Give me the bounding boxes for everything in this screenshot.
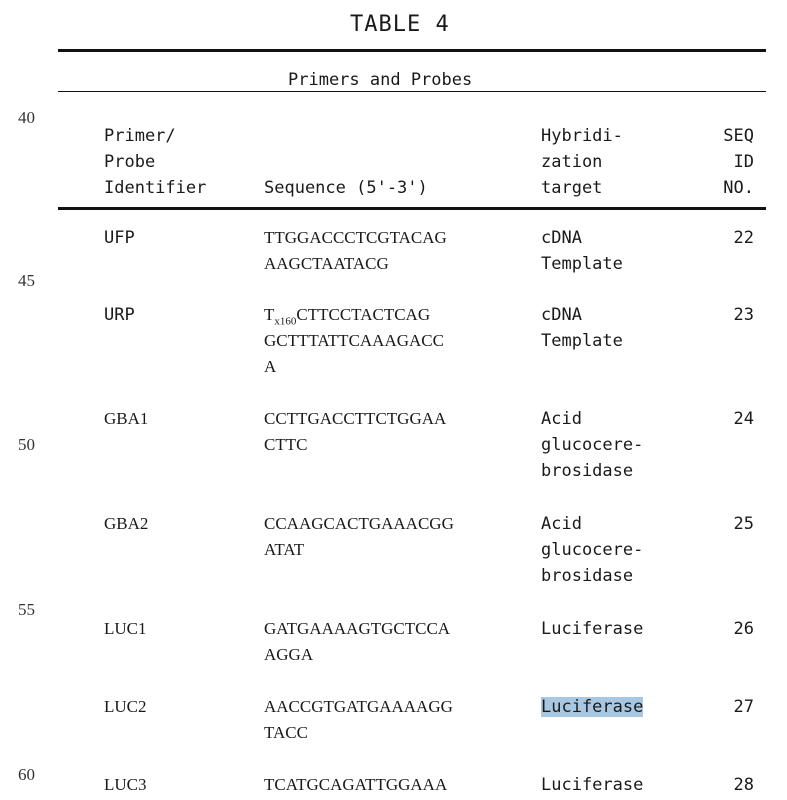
line-number-50: 50: [18, 435, 35, 454]
row-seq-no: 27: [733, 697, 754, 717]
row-target: Luciferase: [541, 619, 644, 639]
header-seq-id: SEQ ID NO.: [723, 126, 754, 198]
table-caption: Primers and Probes: [288, 70, 473, 90]
row-seq-no: 28: [733, 775, 754, 795]
caption-rule: [58, 91, 766, 92]
row-target: Acid glucocere- brosidase: [541, 409, 644, 481]
row-identifier: GBA2: [104, 514, 149, 533]
row-sequence: TTGGACCCTCGTACAG AAGCTAATACG: [264, 228, 447, 273]
row-identifier: LUC3: [104, 775, 147, 794]
row-seq-no: 24: [733, 409, 754, 429]
line-number-40: 40: [18, 108, 35, 127]
row-target: [541, 694, 643, 720]
row-seq-no: 26: [733, 619, 754, 639]
row-sequence: GATGAAAAGTGCTCCA AGGA: [264, 619, 451, 664]
header-identifier: Primer/ Probe Identifier: [104, 126, 207, 198]
row-sequence: CCAAGCACTGAAACGG ATAT: [264, 514, 454, 559]
row-sequence: $T_{x160}CTTCCTACTCAG$ GCTTTATTCAAAGACC A: [264, 305, 444, 376]
selected-text-highlight[interactable]: Luciferase: [541, 697, 644, 717]
row-target: Luciferase: [541, 775, 644, 795]
header-sequence: Sequence (5'-3'): [264, 178, 428, 198]
row-target: Acid glucocere- brosidase: [541, 514, 644, 586]
top-rule: [58, 49, 766, 52]
row-sequence: AACCGTGATGAAAAGG TACC: [264, 697, 453, 742]
row-seq-no: 22: [733, 228, 754, 248]
row-identifier: LUC1: [104, 619, 147, 638]
table-title: TABLE 4: [350, 12, 450, 37]
row-sequence: TCATGCAGATTGGAAA: [264, 775, 448, 794]
row-identifier: URP: [104, 305, 135, 325]
line-number-45: 45: [18, 271, 35, 290]
row-identifier: GBA1: [104, 409, 149, 428]
line-number-55: 55: [18, 600, 35, 619]
line-number-60: 60: [18, 765, 35, 784]
row-identifier: LUC2: [104, 697, 147, 716]
row-sequence: CCTTGACCTTCTGGAA CTTC: [264, 409, 447, 454]
row-target: cDNA Template: [541, 305, 623, 351]
row-seq-no: 23: [733, 305, 754, 325]
header-rule: [58, 207, 766, 210]
header-target: Hybridi- zation target: [541, 126, 623, 198]
row-identifier: UFP: [104, 228, 135, 248]
row-seq-no: 25: [733, 514, 754, 534]
row-target: cDNA Template: [541, 228, 623, 274]
